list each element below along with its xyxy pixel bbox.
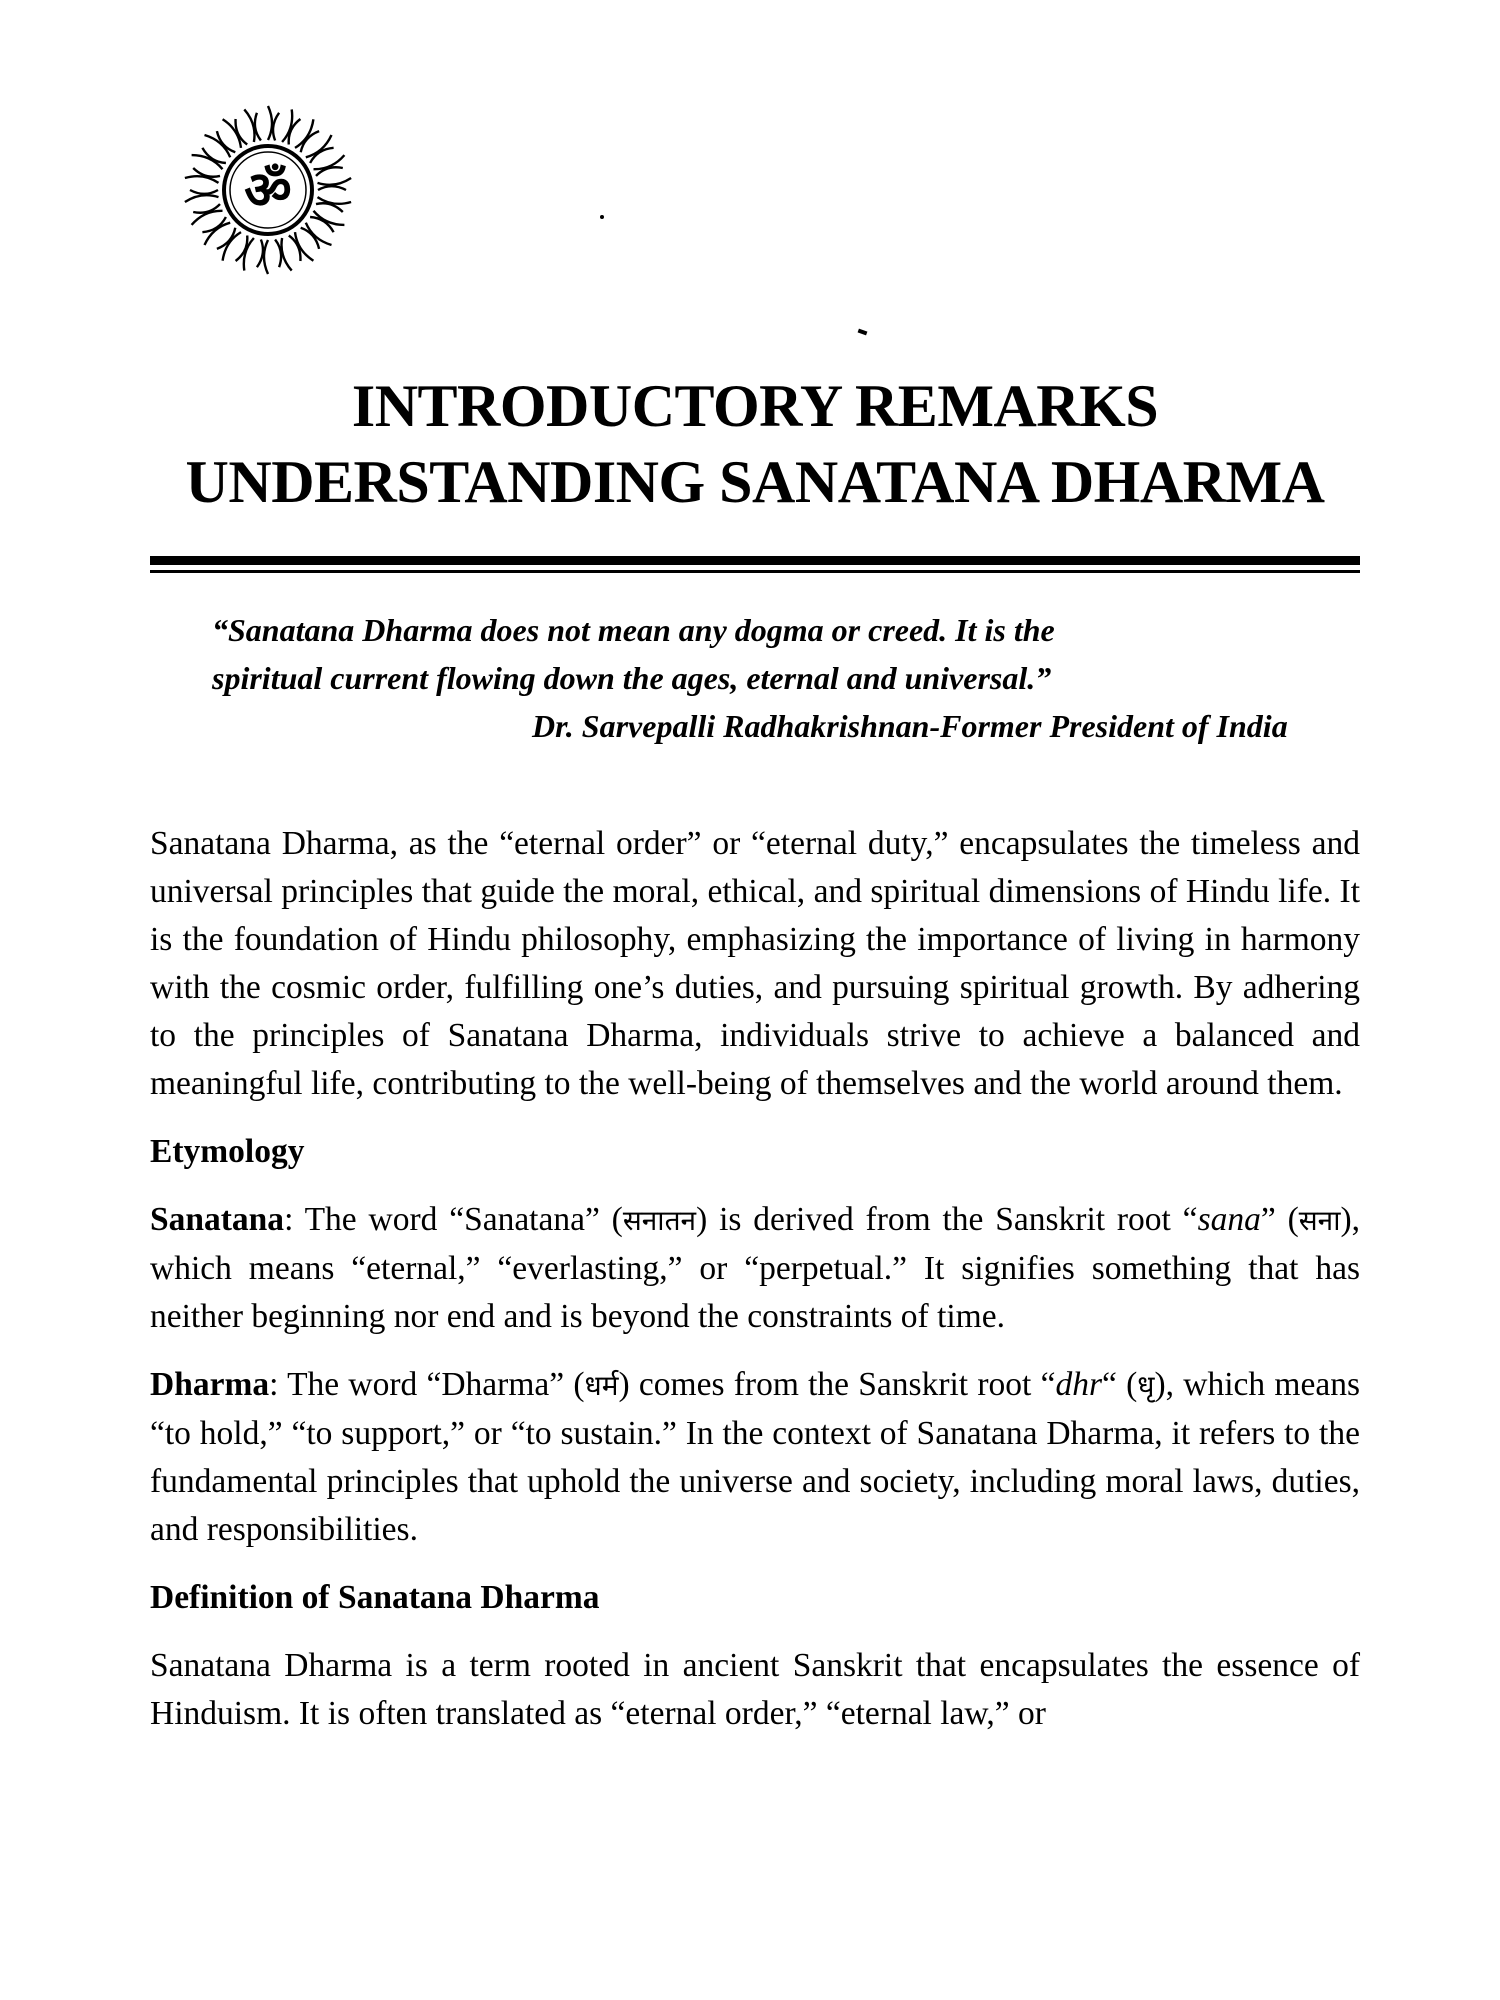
intro-paragraph: Sanatana Dharma, as the “eternal order” or “eternal duty,” encapsulates the timeless and universal principles that guide the moral, ethical, and spiritual dimensions of Hindu life. It is the foundation of Hindu philosophy, emphasizing the importance of living in harmony with the cosmic order, fulfilling one’s duties, and pursuing spiritual growth. By adhering to the principles of Sanatana Dharma, individuals strive to achieve a balanced and meaningful life, contributing to the well-being of themselves and the world around them. — [150, 825, 1360, 1102]
body-text — [150, 820, 1360, 1758]
sanatana-root: sana — [1197, 1201, 1261, 1238]
sun-ray — [282, 109, 292, 142]
title-divider-thick — [150, 556, 1360, 565]
quote-line-2: spiritual current flowing down the ages, eternal and universal.” — [212, 660, 1052, 696]
sun-ray — [318, 186, 346, 190]
sun-ray — [275, 240, 281, 268]
sanatana-term: Sanatana — [150, 1201, 285, 1238]
print-speck — [600, 215, 604, 219]
definition-heading: Definition of Sanatana Dharma — [150, 1579, 600, 1616]
sun-ray — [289, 236, 301, 262]
dharma-paragraph — [150, 1361, 1360, 1554]
sun-ray — [318, 178, 352, 185]
dharma-root: dhr — [1055, 1366, 1102, 1403]
sun-ray — [310, 217, 334, 232]
om-glyph: ॐ — [244, 161, 292, 221]
quote-line-1: “Sanatana Dharma does not mean any dogma or creed. It is the — [212, 612, 1055, 648]
print-speck — [858, 329, 868, 336]
epigraph-quote — [150, 606, 1300, 744]
dharma-text-a: : The word “Dharma” ( — [269, 1366, 585, 1403]
sanatana-text-a: : The word “Sanatana” ( — [284, 1201, 623, 1238]
dharma-text-b: ) comes from the Sanskrit root “ — [618, 1366, 1056, 1403]
title-divider-thin — [150, 570, 1360, 573]
sun-ray — [273, 113, 279, 141]
definition-paragraph: Sanatana Dharma is a term rooted in ancient Sanskrit that encapsulates the essence of Hinduism. It is often translated as “eternal order,” “eternal law,” or — [150, 1647, 1360, 1732]
title-line-1: INTRODUCTORY REMARKS — [351, 373, 1159, 439]
sanatana-text-b: ) is derived from the Sanskrit root “ — [696, 1201, 1198, 1238]
sanatana-devanagari: सनातन — [622, 1204, 697, 1237]
quote-attribution: Dr. Sarvepalli Radhakrishnan-Former President of India — [532, 708, 1288, 744]
sun-ray — [264, 240, 268, 274]
om-sun-logo-icon — [178, 100, 358, 280]
etymology-heading: Etymology — [150, 1133, 305, 1170]
sun-ray — [244, 109, 254, 142]
dharma-text-c: “ ( — [1102, 1366, 1138, 1403]
sanatana-paragraph — [150, 1196, 1360, 1341]
sanatana-text-d: ), which means “eternal,” “everlasting,” or “perpetual.” It signifies something that has neither beginning nor end and is beyond the constraints of time. — [150, 1201, 1360, 1335]
chapter-title — [150, 368, 1360, 520]
sun-ray — [185, 195, 219, 202]
sun-ray — [268, 106, 272, 140]
dharma-devanagari: धर्म — [584, 1369, 619, 1402]
sun-ray — [244, 238, 254, 271]
dharma-term: Dharma — [150, 1366, 270, 1403]
dharma-text-d: ), which means “to hold,” “to support,” or “to sustain.” In the context of Sanatana Dharma, it refers to the fundamental principles that uphold the universe and society, including moral laws, duties, and responsibilities. — [150, 1366, 1360, 1548]
sun-ray — [190, 190, 218, 194]
dharma-root-devanagari: धृ — [1137, 1369, 1155, 1402]
sanatana-root-devanagari: सना — [1298, 1204, 1341, 1237]
sun-ray — [202, 148, 226, 163]
sanatana-text-c: ” ( — [1260, 1201, 1299, 1238]
sun-ray — [236, 119, 248, 145]
title-line-2: UNDERSTANDING SANATANA DHARMA — [185, 449, 1325, 515]
sun-ray — [257, 240, 263, 268]
sun-ray — [255, 113, 261, 141]
sun-ray — [281, 238, 291, 271]
